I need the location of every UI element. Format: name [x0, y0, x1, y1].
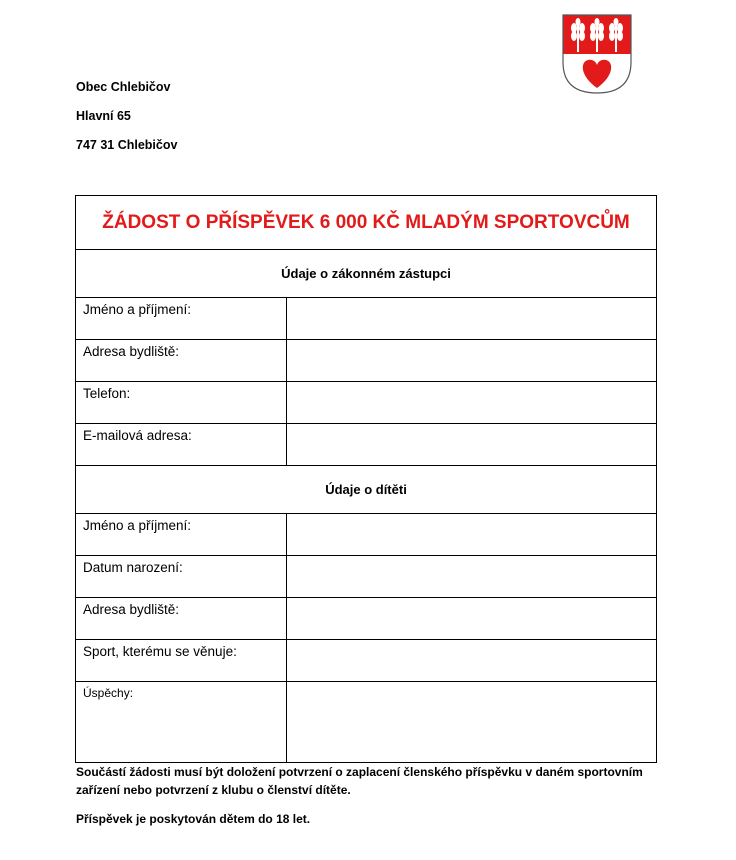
guardian-email-field[interactable] [287, 424, 657, 466]
guardian-name-label: Jméno a příjmení: [76, 298, 287, 340]
application-form [75, 195, 657, 763]
guardian-address-field[interactable] [287, 340, 657, 382]
requirement-note-line1: Součástí žádosti musí být doložení potvrzení o zaplacení členského příspěvku v daném sportovním [76, 765, 643, 779]
child-section-heading: Údaje o dítěti [76, 466, 657, 514]
coat-of-arms-logo [562, 14, 632, 94]
requirement-note-line2: zařízení nebo potvrzení z klubu o členství dítěte. [76, 783, 351, 797]
guardian-phone-field[interactable] [287, 382, 657, 424]
municipality-name: Obec Chlebičov [76, 80, 171, 94]
child-sport-label: Sport, kterému se věnuje: [76, 640, 287, 682]
guardian-section-heading: Údaje o zákonném zástupci [76, 250, 657, 298]
child-address-field[interactable] [287, 598, 657, 640]
child-achievements-label: Úspěchy: [76, 682, 287, 763]
guardian-phone-label: Telefon: [76, 382, 287, 424]
child-birthdate-field[interactable] [287, 556, 657, 598]
age-limit-note: Příspěvek je poskytován dětem do 18 let. [76, 812, 311, 826]
child-address-label: Adresa bydliště: [76, 598, 287, 640]
guardian-name-field[interactable] [287, 298, 657, 340]
form-title: ŽÁDOST O PŘÍSPĚVEK 6 000 KČ MLADÝM SPORTOVCŮM [76, 196, 657, 250]
child-birthdate-label: Datum narození: [76, 556, 287, 598]
street-address: Hlavní 65 [76, 109, 131, 123]
guardian-address-label: Adresa bydliště: [76, 340, 287, 382]
guardian-email-label: E-mailová adresa: [76, 424, 287, 466]
child-name-label: Jméno a příjmení: [76, 514, 287, 556]
child-achievements-field[interactable] [287, 682, 657, 763]
child-name-field[interactable] [287, 514, 657, 556]
child-sport-field[interactable] [287, 640, 657, 682]
city-address: 747 31 Chlebičov [76, 138, 178, 152]
